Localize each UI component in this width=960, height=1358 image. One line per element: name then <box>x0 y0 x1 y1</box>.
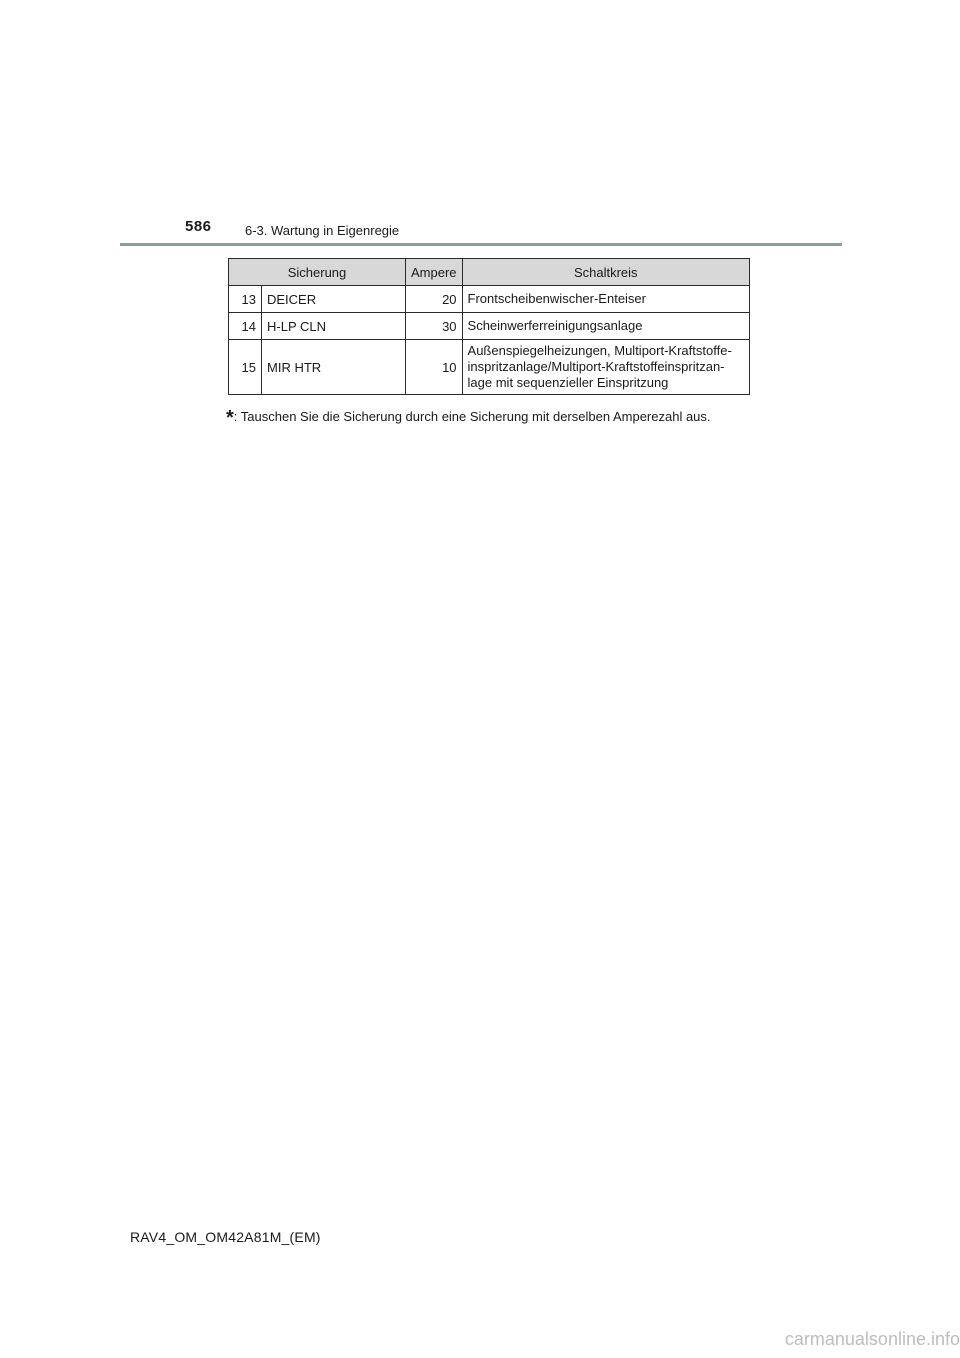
footnote-marker: * <box>226 407 234 429</box>
circuit-line: lage mit sequenzieller Einspritzung <box>467 375 669 390</box>
fuse-number: 15 <box>229 340 262 395</box>
fuse-table <box>228 258 750 395</box>
page-number: 586 <box>185 218 212 235</box>
table-row <box>229 286 750 313</box>
fuse-name: DEICER <box>262 286 406 313</box>
fuse-ampere: 30 <box>406 313 463 340</box>
fuse-number: 13 <box>229 286 262 313</box>
fuse-name: H-LP CLN <box>262 313 406 340</box>
column-header-fuse: Sicherung <box>229 259 406 286</box>
header-divider <box>120 243 842 246</box>
fuse-ampere: 20 <box>406 286 463 313</box>
fuse-circuit: Frontscheibenwischer-Enteiser <box>462 286 749 313</box>
table-row <box>229 340 750 395</box>
circuit-line: Außenspiegelheizungen, Multiport-Kraftstoffe- <box>467 343 732 358</box>
watermark: carmanualsonline.info <box>784 1329 960 1349</box>
column-header-ampere: Ampere <box>406 259 463 286</box>
footnote <box>226 404 711 427</box>
table-header-row <box>229 259 750 286</box>
fuse-circuit <box>462 340 749 395</box>
fuse-name: MIR HTR <box>262 340 406 395</box>
section-title: 6-3. Wartung in Eigenregie <box>245 223 400 238</box>
fuse-circuit: Scheinwerferreinigungsanlage <box>462 313 749 340</box>
fuse-ampere: 10 <box>406 340 463 395</box>
footnote-text: : Tauschen Sie die Sicherung durch eine Sicherung mit derselben Amperezahl aus. <box>233 409 711 424</box>
column-header-circuit: Schaltkreis <box>462 259 749 286</box>
document-code: RAV4_OM_OM42A81M_(EM) <box>130 1229 321 1245</box>
circuit-line: inspritzanlage/Multiport-Kraftstoffeinspritzan- <box>467 359 725 374</box>
fuse-number: 14 <box>229 313 262 340</box>
table-row <box>229 313 750 340</box>
